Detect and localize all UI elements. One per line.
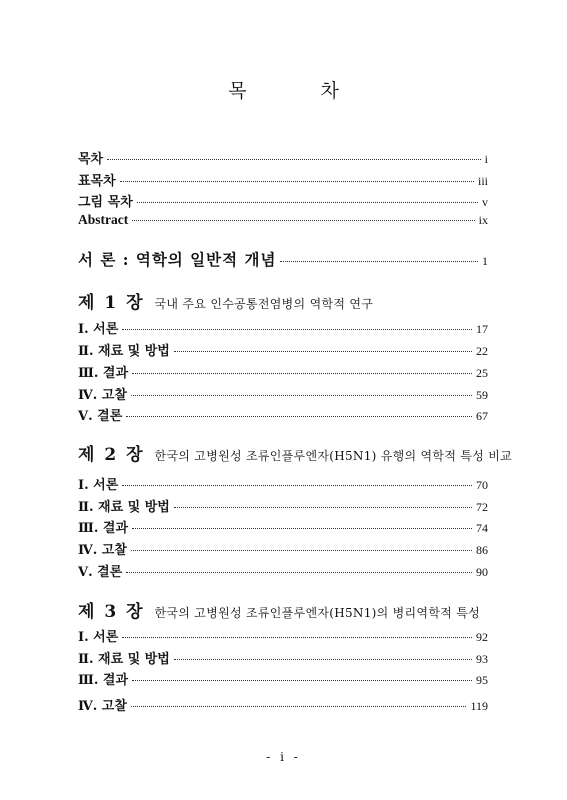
dot-leader [132,220,474,221]
toc-entry-section[interactable] [78,340,488,359]
toc-entry-label: Ⅰ. 서론 [78,322,119,337]
toc-entry-section[interactable] [78,362,488,381]
toc-entry-label: Ⅴ. 결론 [78,409,123,424]
dot-leader [122,329,472,330]
toc-entry-label: 표목차 [78,174,116,189]
toc-entry-abstract[interactable] [78,212,488,228]
toc-entry-page: 72 [476,500,488,514]
toc-entry-page: 90 [476,565,488,579]
toc-entry-label: Ⅲ. 결과 [78,673,128,688]
toc-entry-section[interactable] [78,517,488,536]
toc-entry-page: i [484,152,488,166]
dot-leader [126,572,472,573]
chapter-heading-3[interactable] [78,597,498,622]
toc-entry-label: Ⅴ. 결론 [78,565,123,580]
toc-entry-page: 1 [482,254,488,268]
toc-entry-page: 95 [476,673,488,687]
toc-entry-label: Ⅳ. 고찰 [78,388,127,403]
toc-entry-section[interactable] [78,626,488,645]
toc-entry-section[interactable] [78,496,488,515]
chapter-title: 한국의 고병원성 조류인플루엔자(H5N1)의 병리역학적 특성 [154,606,480,620]
dot-leader [120,181,474,182]
toc-entry-introduction[interactable] [78,248,488,270]
toc-entry-section[interactable] [78,405,488,424]
toc-entry-label: Ⅲ. 결과 [78,366,128,381]
toc-entry-page: 22 [476,344,488,358]
page-title: 목 차 [228,80,373,102]
toc-entry-label: 서 론 : 역학의 일반적 개념 [78,250,277,269]
toc-entry-contents[interactable] [78,148,488,167]
dot-leader [131,706,467,707]
toc-entry-page: iii [477,174,488,188]
toc-entry-section[interactable] [78,318,488,337]
toc-entry-label: Abstract [78,212,129,227]
toc-entry-label: Ⅳ. 고찰 [78,699,127,714]
dot-leader [174,507,472,508]
dot-leader [137,202,478,203]
dot-leader [174,351,472,352]
toc-entry-section[interactable] [78,695,488,714]
toc-entry-page: 92 [476,630,488,644]
dot-leader [131,395,472,396]
chapter-heading-2[interactable] [78,440,513,465]
toc-entry-page: 70 [476,478,488,492]
toc-entry-section[interactable] [78,648,488,667]
dot-leader [280,261,478,262]
toc-entry-label: Ⅰ. 서론 [78,630,119,645]
toc-entry-label: Ⅱ. 재료 및 방법 [78,500,170,515]
toc-entry-section[interactable] [78,384,488,403]
toc-entry-section[interactable] [78,669,488,688]
dot-leader [107,159,481,160]
dot-leader [132,680,472,681]
toc-entry-page: 59 [476,388,488,402]
chapter-number: 제 3 장 [78,602,145,622]
dot-leader [122,637,472,638]
toc-entry-page: v [482,195,488,209]
toc-entry-label: Ⅰ. 서론 [78,478,119,493]
toc-entry-label: 그림 목차 [78,195,133,210]
toc-entry-page: 86 [476,543,488,557]
toc-entry-label: Ⅱ. 재료 및 방법 [78,652,170,667]
toc-entry-page: ix [478,213,488,227]
toc-entry-table-list[interactable] [78,170,488,189]
chapter-title: 한국의 고병원성 조류인플루엔자(H5N1) 유행의 역학적 특성 비교 [154,449,513,463]
toc-entry-page: 119 [470,699,488,713]
toc-entry-page: 93 [476,652,488,666]
chapter-number: 제 1 장 [78,293,145,313]
toc-entry-page: 74 [476,521,488,535]
toc-entry-label: Ⅳ. 고찰 [78,543,127,558]
dot-leader [126,416,472,417]
toc-entry-label: 목차 [78,152,104,167]
dot-leader [122,485,472,486]
toc-entry-page: 17 [476,322,488,336]
dot-leader [131,550,472,551]
toc-entry-section[interactable] [78,561,488,580]
dot-leader [132,528,472,529]
toc-entry-section[interactable] [78,539,488,558]
toc-entry-page: 67 [476,409,488,423]
page-number-footer: - i - [266,750,301,764]
chapter-number: 제 2 장 [78,445,145,465]
toc-entry-figure-list[interactable] [78,191,488,210]
chapter-title: 국내 주요 인수공통전염병의 역학적 연구 [154,297,374,311]
chapter-heading-1[interactable] [78,288,498,313]
toc-entry-section[interactable] [78,474,488,493]
toc-entry-label: Ⅱ. 재료 및 방법 [78,344,170,359]
toc-entry-page: 25 [476,366,488,380]
dot-leader [132,373,472,374]
toc-entry-label: Ⅲ. 결과 [78,521,128,536]
dot-leader [174,659,472,660]
